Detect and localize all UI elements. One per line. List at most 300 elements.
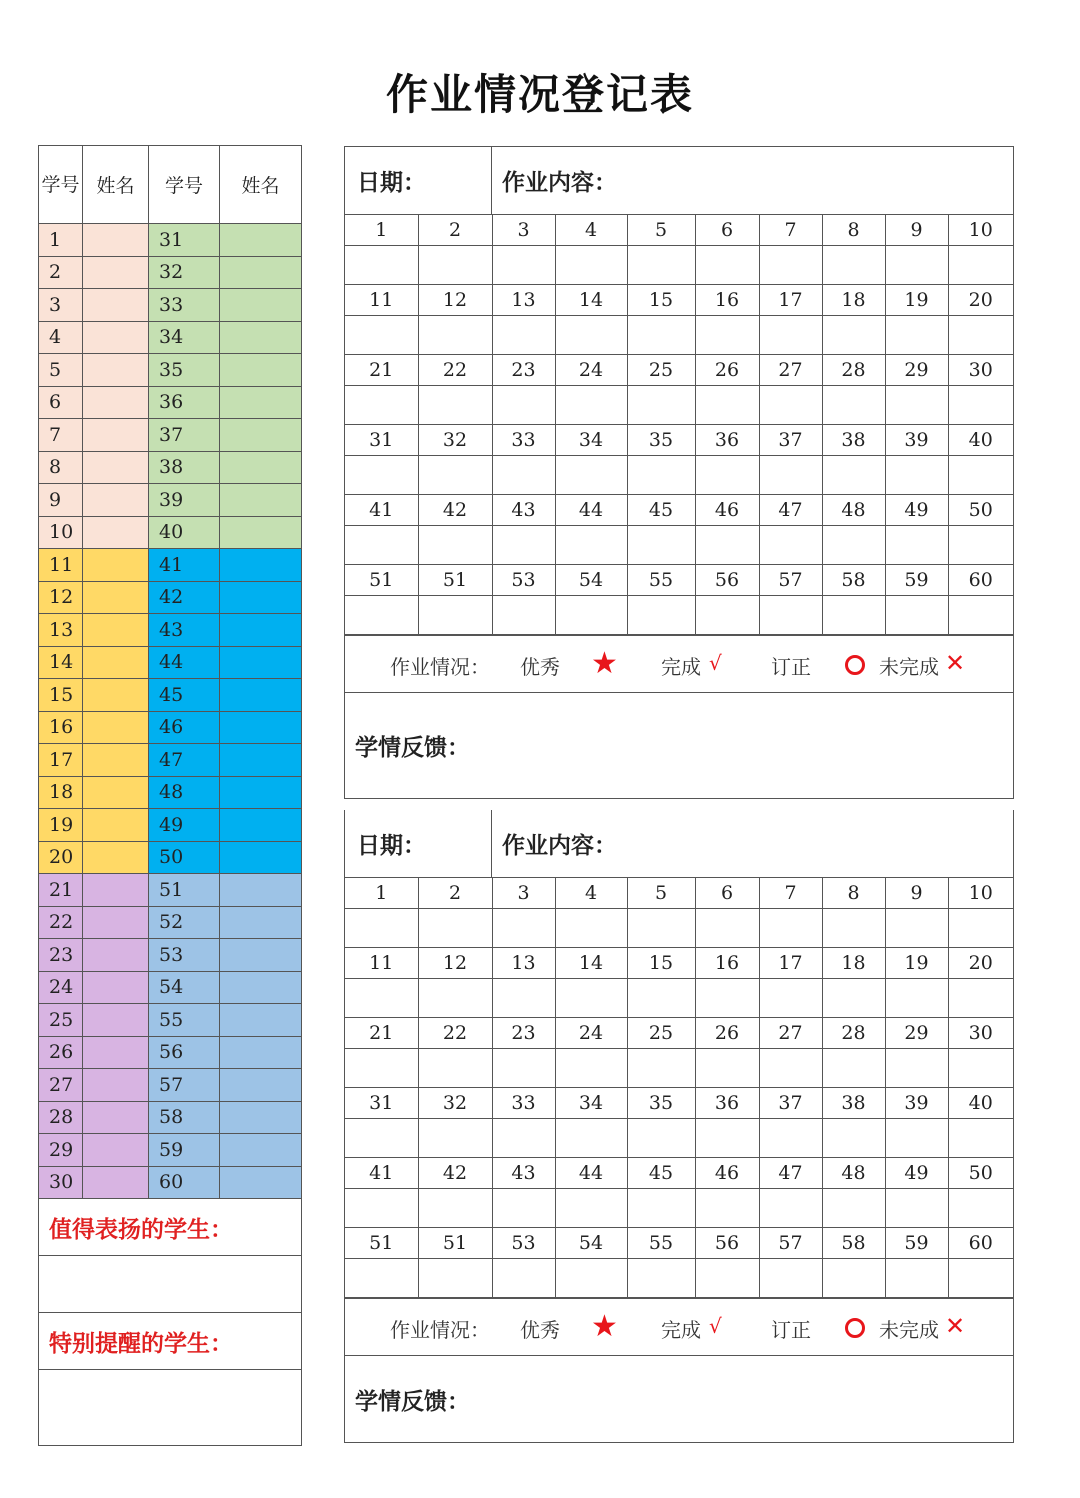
student-id-cell: 52 — [149, 906, 220, 939]
mark-cell[interactable] — [492, 246, 555, 285]
mark-cell[interactable] — [948, 456, 1013, 495]
student-name-cell[interactable] — [83, 939, 149, 972]
student-name-cell[interactable] — [83, 516, 149, 549]
mark-cell[interactable] — [822, 1189, 885, 1228]
student-number-cell: 34 — [555, 425, 627, 456]
mark-cell[interactable] — [948, 1259, 1013, 1298]
student-number-cell: 40 — [948, 1088, 1013, 1119]
mark-cell[interactable] — [695, 246, 759, 285]
student-number-cell: 48 — [822, 1158, 885, 1189]
mark-cell[interactable] — [555, 909, 627, 948]
mark-cell[interactable] — [822, 386, 885, 425]
mark-cell[interactable] — [822, 979, 885, 1018]
mark-cell[interactable] — [418, 596, 492, 635]
mark-cell[interactable] — [885, 1189, 948, 1228]
student-number-cell: 33 — [492, 1088, 555, 1119]
mark-cell[interactable] — [492, 1049, 555, 1088]
student-number-cell: 45 — [627, 495, 695, 526]
mark-cell[interactable] — [418, 1259, 492, 1298]
mark-cell[interactable] — [948, 596, 1013, 635]
mark-cell[interactable] — [627, 909, 695, 948]
student-name-cell[interactable] — [220, 646, 302, 679]
mark-cell[interactable] — [418, 526, 492, 565]
student-number-cell: 49 — [885, 495, 948, 526]
legend-label: 作业情况： — [390, 1318, 490, 1342]
student-name-cell[interactable] — [220, 1069, 302, 1102]
student-name-cell[interactable] — [83, 906, 149, 939]
student-id-cell: 31 — [149, 224, 220, 257]
student-number-row — [345, 215, 1013, 246]
student-number-row — [345, 495, 1013, 526]
student-number-cell: 56 — [695, 565, 759, 596]
mark-cell[interactable] — [822, 316, 885, 355]
student-name-cell[interactable] — [220, 386, 302, 419]
student-name-cell[interactable] — [83, 1004, 149, 1037]
student-id-cell: 37 — [149, 419, 220, 452]
student-name-cell[interactable] — [83, 679, 149, 712]
mark-cell[interactable] — [885, 1049, 948, 1088]
student-number-cell: 44 — [555, 1158, 627, 1189]
student-name-cell[interactable] — [83, 581, 149, 614]
student-id-cell: 21 — [39, 874, 83, 907]
student-number-cell: 38 — [822, 425, 885, 456]
date-label: 日期： — [345, 147, 492, 214]
student-number-cell: 20 — [948, 285, 1013, 316]
mark-cell[interactable] — [492, 316, 555, 355]
mark-cell[interactable] — [759, 1119, 822, 1158]
mark-cell[interactable] — [345, 909, 418, 948]
student-name-cell[interactable] — [83, 289, 149, 322]
student-name-cell[interactable] — [83, 874, 149, 907]
student-id-cell: 39 — [149, 484, 220, 517]
mark-cell[interactable] — [627, 456, 695, 495]
header-name-2: 姓名 — [220, 146, 302, 224]
mark-cell[interactable] — [822, 246, 885, 285]
student-name-cell[interactable] — [220, 906, 302, 939]
student-number-row — [345, 565, 1013, 596]
student-name-cell[interactable] — [220, 614, 302, 647]
student-number-cell: 57 — [759, 1228, 822, 1259]
mark-cell[interactable] — [822, 909, 885, 948]
mark-cell[interactable] — [885, 596, 948, 635]
mark-cell[interactable] — [885, 1119, 948, 1158]
student-name-cell[interactable] — [83, 386, 149, 419]
student-name-cell[interactable] — [220, 289, 302, 322]
mark-cell[interactable] — [759, 386, 822, 425]
student-number-cell: 18 — [822, 948, 885, 979]
student-name-cell[interactable] — [220, 581, 302, 614]
student-number-cell: 53 — [492, 565, 555, 596]
legend-incomplete: 未完成 — [879, 1318, 939, 1342]
mark-cell[interactable] — [822, 526, 885, 565]
mark-cell[interactable] — [345, 1119, 418, 1158]
mark-cell[interactable] — [492, 526, 555, 565]
student-number-cell: 22 — [418, 355, 492, 386]
mark-cell[interactable] — [418, 909, 492, 948]
mark-cell[interactable] — [627, 526, 695, 565]
student-number-cell: 32 — [418, 425, 492, 456]
mark-cell[interactable] — [492, 1259, 555, 1298]
mark-cell[interactable] — [627, 1119, 695, 1158]
roster-header-row — [39, 146, 302, 224]
student-number-cell: 5 — [627, 878, 695, 909]
mark-cell[interactable] — [759, 246, 822, 285]
student-name-cell[interactable] — [220, 256, 302, 289]
student-name-cell[interactable] — [83, 256, 149, 289]
mark-cell[interactable] — [695, 1119, 759, 1158]
check-icon: √ — [709, 1314, 722, 1338]
mark-cell[interactable] — [345, 979, 418, 1018]
student-number-cell: 31 — [345, 1088, 418, 1119]
student-number-cell: 31 — [345, 425, 418, 456]
student-number-cell: 47 — [759, 495, 822, 526]
mark-cell[interactable] — [885, 526, 948, 565]
student-number-cell: 18 — [822, 285, 885, 316]
mark-cell[interactable] — [492, 979, 555, 1018]
student-number-cell: 21 — [345, 355, 418, 386]
mark-cell[interactable] — [555, 1259, 627, 1298]
student-number-row — [345, 1018, 1013, 1049]
mark-cell[interactable] — [948, 979, 1013, 1018]
student-name-cell[interactable] — [83, 484, 149, 517]
star-icon: ★ — [591, 1309, 618, 1344]
praise-label: 值得表扬的学生： — [39, 1199, 302, 1256]
student-id-cell: 59 — [149, 1134, 220, 1167]
mark-cell[interactable] — [695, 1049, 759, 1088]
mark-cell[interactable] — [948, 909, 1013, 948]
mark-cell[interactable] — [555, 526, 627, 565]
student-name-cell[interactable] — [220, 809, 302, 842]
student-name-cell[interactable] — [220, 419, 302, 452]
mark-row — [345, 526, 1013, 565]
student-id-cell: 32 — [149, 256, 220, 289]
mark-cell[interactable] — [759, 1049, 822, 1088]
student-number-cell: 1 — [345, 878, 418, 909]
student-name-cell[interactable] — [220, 874, 302, 907]
student-number-cell: 28 — [822, 355, 885, 386]
student-id-cell: 43 — [149, 614, 220, 647]
student-name-cell[interactable] — [83, 711, 149, 744]
mark-cell[interactable] — [885, 979, 948, 1018]
homework-record-1 — [344, 146, 1014, 799]
submission-grid — [345, 215, 1013, 635]
student-number-cell: 26 — [695, 355, 759, 386]
mark-cell[interactable] — [759, 316, 822, 355]
table-row — [39, 809, 302, 842]
student-id-cell: 51 — [149, 874, 220, 907]
table-row — [39, 1004, 302, 1037]
mark-cell[interactable] — [695, 596, 759, 635]
student-name-cell[interactable] — [220, 1036, 302, 1069]
mark-cell[interactable] — [555, 386, 627, 425]
student-name-cell[interactable] — [83, 1134, 149, 1167]
mark-cell[interactable] — [759, 909, 822, 948]
mark-cell[interactable] — [695, 1189, 759, 1228]
mark-cell[interactable] — [418, 456, 492, 495]
student-number-cell: 29 — [885, 355, 948, 386]
student-name-cell[interactable] — [220, 549, 302, 582]
student-name-cell[interactable] — [83, 1101, 149, 1134]
student-id-cell: 18 — [39, 776, 83, 809]
student-id-cell: 22 — [39, 906, 83, 939]
student-name-cell[interactable] — [220, 1134, 302, 1167]
mark-cell[interactable] — [822, 1049, 885, 1088]
student-name-cell[interactable] — [220, 224, 302, 257]
student-name-cell[interactable] — [220, 484, 302, 517]
student-name-cell[interactable] — [83, 451, 149, 484]
student-name-cell[interactable] — [220, 744, 302, 777]
table-row — [39, 1069, 302, 1102]
mark-cell[interactable] — [695, 316, 759, 355]
student-number-cell: 30 — [948, 355, 1013, 386]
student-number-cell: 59 — [885, 565, 948, 596]
student-name-cell[interactable] — [220, 711, 302, 744]
mark-cell[interactable] — [555, 1189, 627, 1228]
student-name-cell[interactable] — [83, 776, 149, 809]
mark-row — [345, 1049, 1013, 1088]
mark-cell[interactable] — [759, 526, 822, 565]
student-name-cell[interactable] — [220, 516, 302, 549]
mark-cell[interactable] — [345, 1049, 418, 1088]
table-row — [39, 906, 302, 939]
student-name-cell[interactable] — [83, 224, 149, 257]
student-number-cell: 41 — [345, 1158, 418, 1189]
mark-cell[interactable] — [948, 316, 1013, 355]
student-id-cell: 29 — [39, 1134, 83, 1167]
student-name-cell[interactable] — [220, 354, 302, 387]
student-number-cell: 34 — [555, 1088, 627, 1119]
student-name-cell[interactable] — [220, 971, 302, 1004]
mark-cell[interactable] — [822, 1259, 885, 1298]
student-id-cell: 20 — [39, 841, 83, 874]
student-number-cell: 50 — [948, 495, 1013, 526]
student-number-cell: 47 — [759, 1158, 822, 1189]
mark-cell[interactable] — [695, 1259, 759, 1298]
mark-cell[interactable] — [695, 909, 759, 948]
mark-cell[interactable] — [627, 1049, 695, 1088]
student-name-cell[interactable] — [220, 841, 302, 874]
student-name-cell[interactable] — [83, 354, 149, 387]
mark-cell[interactable] — [885, 1259, 948, 1298]
student-number-cell: 39 — [885, 425, 948, 456]
mark-cell[interactable] — [885, 386, 948, 425]
mark-cell[interactable] — [555, 1049, 627, 1088]
student-name-cell[interactable] — [83, 321, 149, 354]
student-name-cell[interactable] — [83, 549, 149, 582]
mark-cell[interactable] — [492, 909, 555, 948]
student-id-cell: 48 — [149, 776, 220, 809]
mark-cell[interactable] — [627, 979, 695, 1018]
mark-cell[interactable] — [345, 526, 418, 565]
mark-cell[interactable] — [555, 979, 627, 1018]
student-id-cell: 40 — [149, 516, 220, 549]
student-id-cell: 44 — [149, 646, 220, 679]
legend-bar — [345, 1298, 1013, 1356]
student-name-cell[interactable] — [220, 679, 302, 712]
mark-cell[interactable] — [627, 316, 695, 355]
student-number-cell: 23 — [492, 1018, 555, 1049]
student-number-cell: 58 — [822, 565, 885, 596]
mark-cell[interactable] — [418, 1189, 492, 1228]
student-id-cell: 23 — [39, 939, 83, 972]
student-name-cell[interactable] — [220, 1166, 302, 1199]
student-number-cell: 46 — [695, 495, 759, 526]
mark-cell[interactable] — [345, 386, 418, 425]
mark-cell[interactable] — [345, 456, 418, 495]
mark-cell[interactable] — [822, 596, 885, 635]
student-name-cell[interactable] — [83, 1069, 149, 1102]
circle-icon — [845, 655, 865, 675]
mark-cell[interactable] — [345, 316, 418, 355]
mark-cell[interactable] — [885, 456, 948, 495]
student-id-cell: 54 — [149, 971, 220, 1004]
mark-row — [345, 979, 1013, 1018]
student-name-cell[interactable] — [220, 776, 302, 809]
mark-cell[interactable] — [822, 456, 885, 495]
student-id-cell: 24 — [39, 971, 83, 1004]
cross-icon: ✕ — [945, 1312, 966, 1340]
student-name-cell[interactable] — [83, 744, 149, 777]
circle-icon — [845, 1318, 865, 1338]
student-name-cell[interactable] — [220, 451, 302, 484]
mark-cell[interactable] — [555, 596, 627, 635]
mark-cell[interactable] — [759, 1189, 822, 1228]
student-number-cell: 59 — [885, 1228, 948, 1259]
table-row — [39, 1101, 302, 1134]
student-name-cell[interactable] — [83, 971, 149, 1004]
mark-cell[interactable] — [885, 909, 948, 948]
mark-row — [345, 456, 1013, 495]
mark-cell[interactable] — [418, 386, 492, 425]
student-id-cell: 8 — [39, 451, 83, 484]
student-number-row — [345, 1088, 1013, 1119]
student-name-cell[interactable] — [83, 646, 149, 679]
check-icon: √ — [709, 651, 722, 675]
mark-cell[interactable] — [822, 1119, 885, 1158]
mark-cell[interactable] — [418, 316, 492, 355]
table-row — [39, 711, 302, 744]
table-row — [39, 1134, 302, 1167]
mark-cell[interactable] — [885, 316, 948, 355]
legend-complete: 完成 — [661, 1318, 701, 1342]
student-number-cell: 4 — [555, 215, 627, 246]
table-row — [39, 321, 302, 354]
student-number-cell: 25 — [627, 355, 695, 386]
mark-cell[interactable] — [345, 596, 418, 635]
mark-cell[interactable] — [948, 246, 1013, 285]
student-id-cell: 55 — [149, 1004, 220, 1037]
student-name-cell[interactable] — [83, 841, 149, 874]
mark-cell[interactable] — [695, 386, 759, 425]
student-number-cell: 51 — [418, 565, 492, 596]
mark-cell[interactable] — [418, 1119, 492, 1158]
mark-cell[interactable] — [418, 979, 492, 1018]
student-number-cell: 17 — [759, 285, 822, 316]
mark-cell[interactable] — [948, 526, 1013, 565]
student-name-cell[interactable] — [220, 321, 302, 354]
mark-cell[interactable] — [555, 456, 627, 495]
student-number-cell: 43 — [492, 495, 555, 526]
praise-input-area[interactable] — [39, 1256, 302, 1313]
mark-cell[interactable] — [555, 246, 627, 285]
mark-cell[interactable] — [627, 1189, 695, 1228]
mark-cell[interactable] — [492, 1189, 555, 1228]
mark-cell[interactable] — [345, 1189, 418, 1228]
header-name-1: 姓名 — [83, 146, 149, 224]
student-name-cell[interactable] — [83, 419, 149, 452]
student-id-cell: 14 — [39, 646, 83, 679]
mark-cell[interactable] — [345, 246, 418, 285]
mark-cell[interactable] — [948, 386, 1013, 425]
student-id-cell: 3 — [39, 289, 83, 322]
legend-correct: 订正 — [771, 1318, 811, 1342]
mark-cell[interactable] — [418, 1049, 492, 1088]
mark-cell[interactable] — [759, 979, 822, 1018]
student-name-cell[interactable] — [220, 1004, 302, 1037]
cross-icon: ✕ — [945, 649, 966, 677]
mark-cell[interactable] — [948, 1189, 1013, 1228]
mark-cell[interactable] — [695, 979, 759, 1018]
student-id-cell: 42 — [149, 581, 220, 614]
mark-cell[interactable] — [627, 1259, 695, 1298]
mark-cell[interactable] — [418, 246, 492, 285]
mark-cell[interactable] — [627, 246, 695, 285]
student-number-cell: 51 — [345, 565, 418, 596]
student-number-cell: 3 — [492, 215, 555, 246]
mark-cell[interactable] — [555, 316, 627, 355]
mark-cell[interactable] — [948, 1049, 1013, 1088]
student-name-cell[interactable] — [220, 939, 302, 972]
mark-cell[interactable] — [492, 456, 555, 495]
student-id-cell: 11 — [39, 549, 83, 582]
student-name-cell[interactable] — [83, 809, 149, 842]
feedback-label: 学情反馈： — [355, 735, 470, 761]
student-number-cell: 53 — [492, 1228, 555, 1259]
student-name-cell[interactable] — [83, 1166, 149, 1199]
student-number-cell: 41 — [345, 495, 418, 526]
student-id-cell: 10 — [39, 516, 83, 549]
mark-cell[interactable] — [695, 456, 759, 495]
mark-cell[interactable] — [492, 386, 555, 425]
mark-cell[interactable] — [695, 526, 759, 565]
mark-cell[interactable] — [492, 596, 555, 635]
student-id-cell: 6 — [39, 386, 83, 419]
mark-cell[interactable] — [759, 1259, 822, 1298]
student-name-cell[interactable] — [220, 1101, 302, 1134]
star-icon: ★ — [591, 646, 618, 681]
student-number-cell: 37 — [759, 1088, 822, 1119]
mark-cell[interactable] — [345, 1259, 418, 1298]
student-id-cell: 38 — [149, 451, 220, 484]
mark-cell[interactable] — [948, 1119, 1013, 1158]
legend-excellent: 优秀 — [520, 655, 560, 679]
table-row — [39, 224, 302, 257]
mark-cell[interactable] — [627, 596, 695, 635]
mark-cell[interactable] — [492, 1119, 555, 1158]
remind-input-area[interactable] — [39, 1370, 302, 1446]
mark-row — [345, 246, 1013, 285]
student-name-cell[interactable] — [83, 614, 149, 647]
mark-cell[interactable] — [627, 386, 695, 425]
student-number-cell: 16 — [695, 948, 759, 979]
mark-cell[interactable] — [555, 1119, 627, 1158]
mark-cell[interactable] — [759, 596, 822, 635]
student-number-cell: 32 — [418, 1088, 492, 1119]
mark-cell[interactable] — [885, 246, 948, 285]
student-name-cell[interactable] — [83, 1036, 149, 1069]
mark-cell[interactable] — [759, 456, 822, 495]
student-number-cell: 5 — [627, 215, 695, 246]
